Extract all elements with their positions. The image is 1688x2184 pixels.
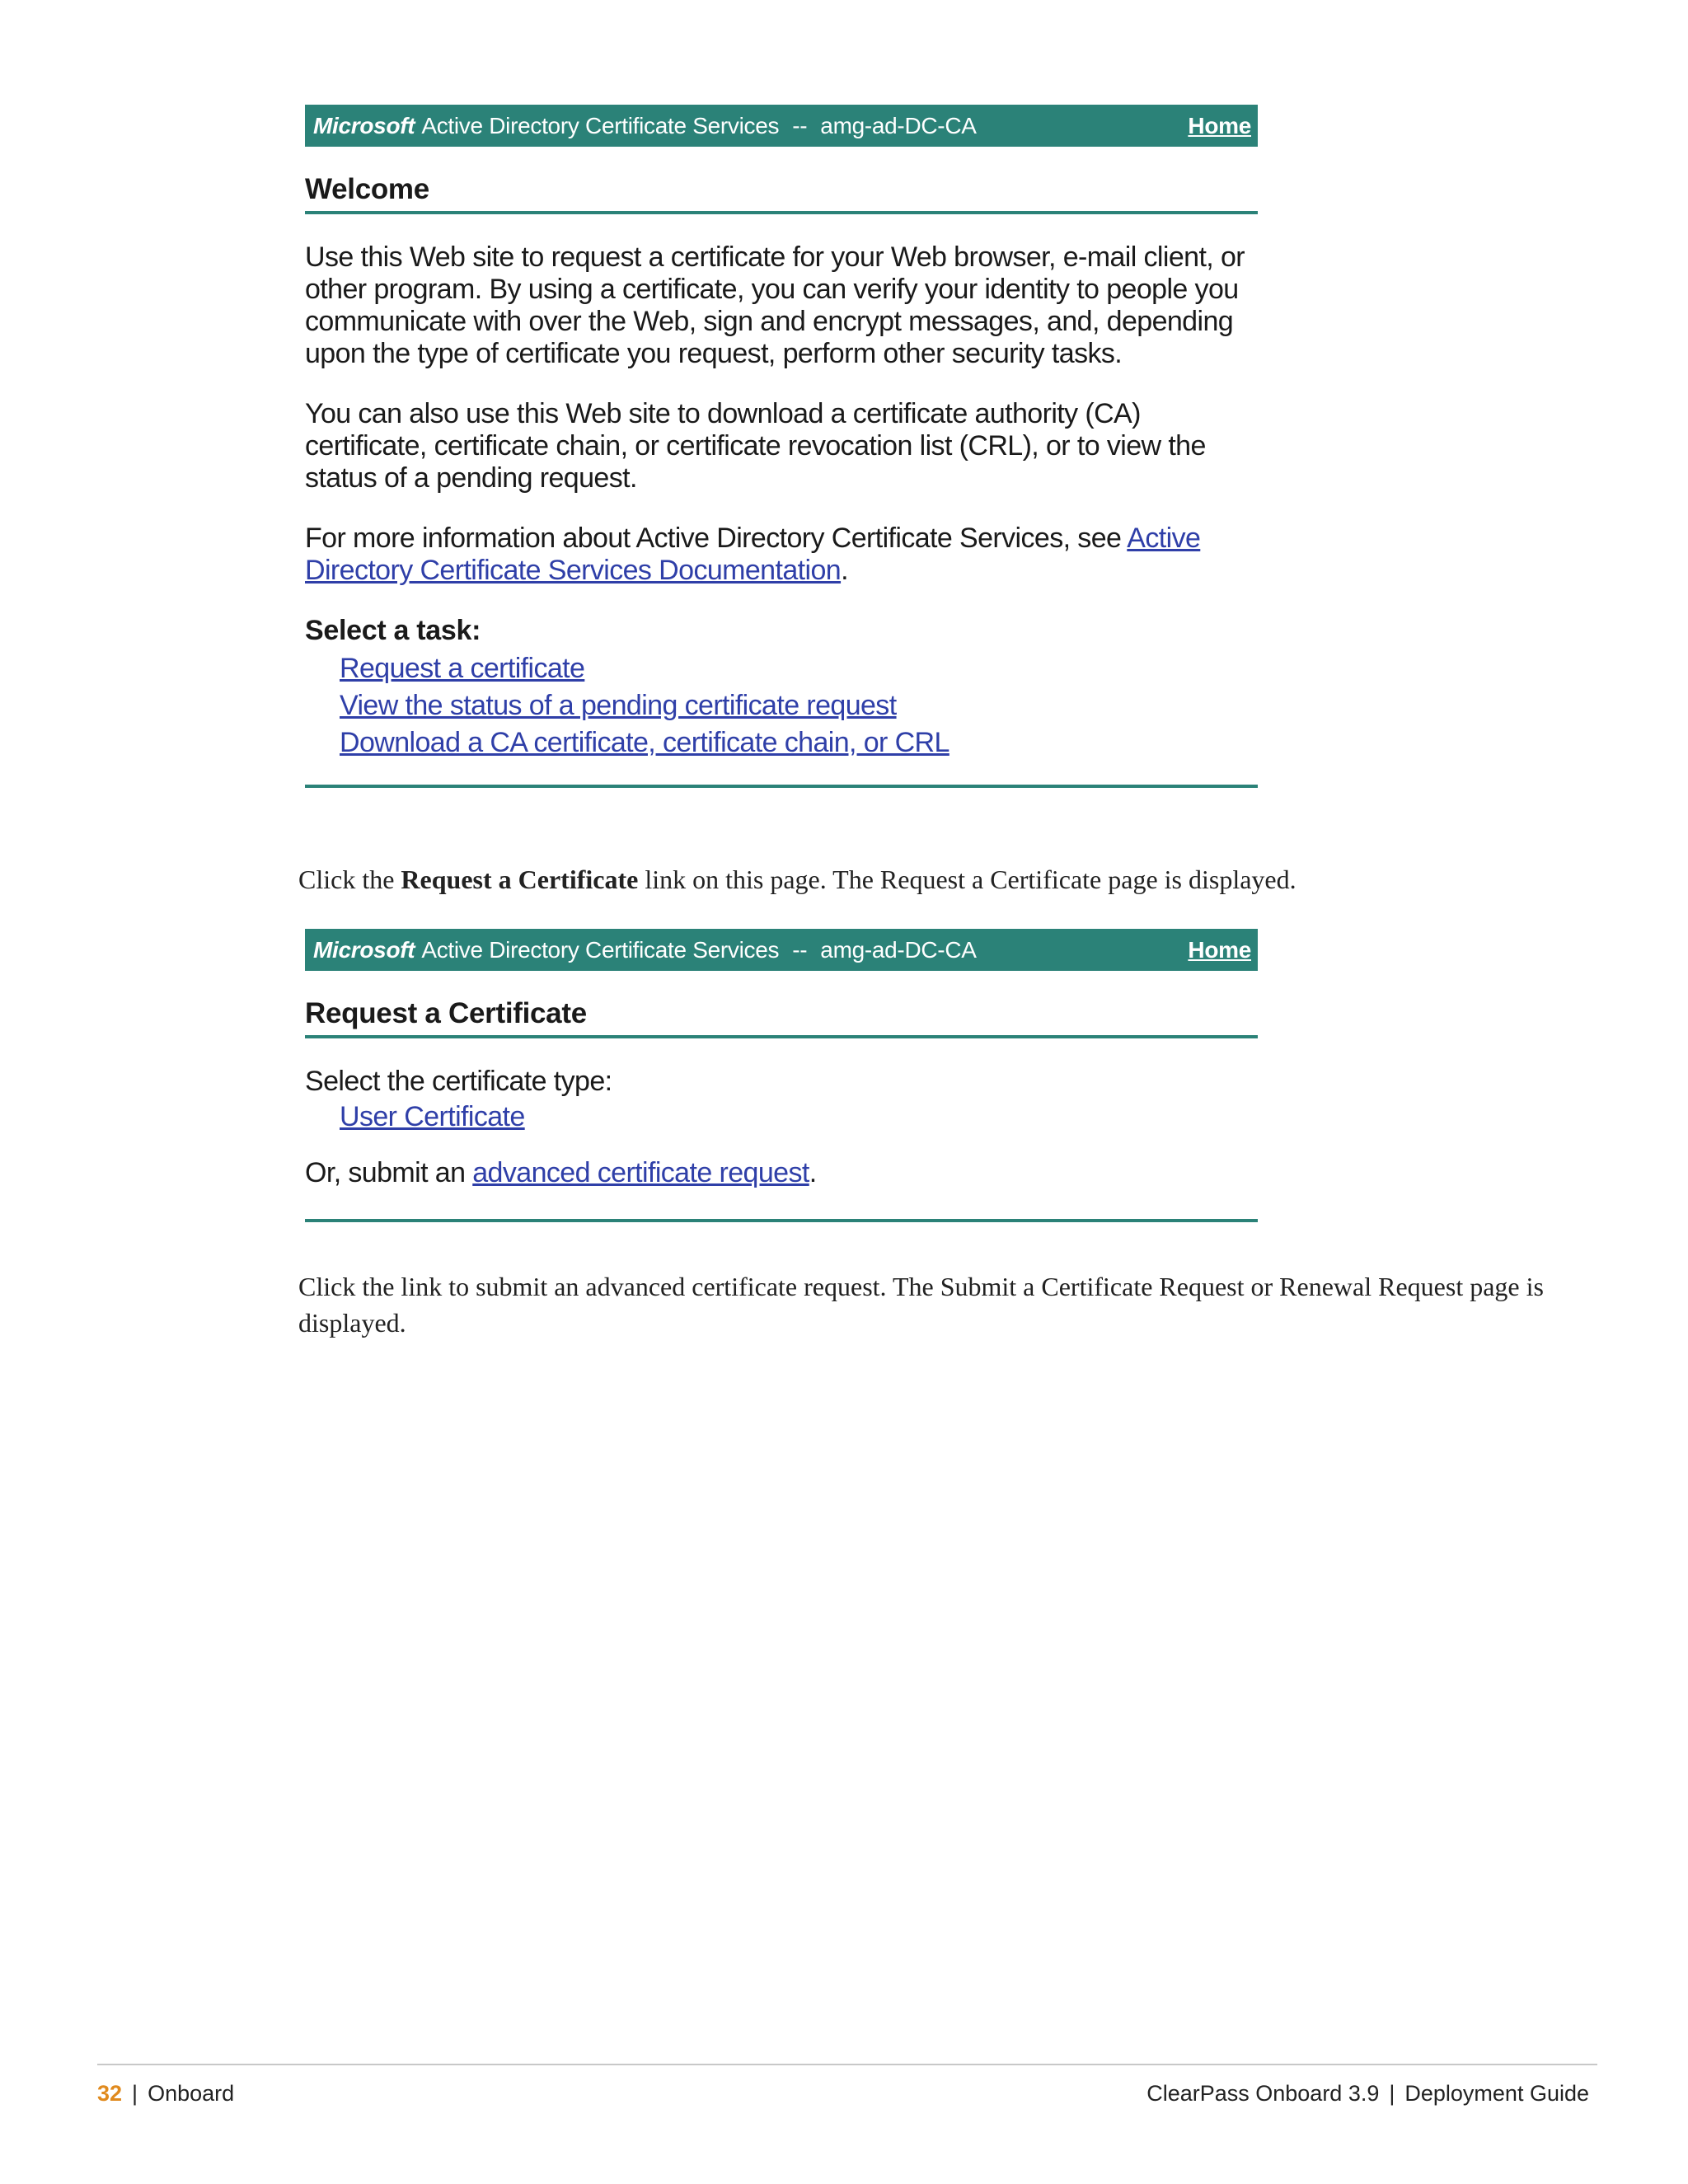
adcs-banner [305,929,1258,971]
or-prefix: Or, submit an [305,1157,473,1188]
instruction-request-certificate [298,861,1584,898]
page-title: Welcome [305,173,1258,214]
page-title: Request a Certificate [305,997,1258,1038]
task-item [340,724,1258,762]
banner-service: Active Directory Certificate Services [421,112,780,138]
footer-right [1146,2081,1589,2107]
download-ca-certificate-link[interactable]: Download a CA certificate, certificate chain, or CRL [340,727,950,758]
banner-ca-name: amg-ad-DC-CA [820,112,977,138]
instruction-prefix: Click the [298,865,401,894]
request-certificate-screenshot [305,929,1258,1222]
adcs-banner [305,105,1258,147]
footer-divider [97,2064,1597,2065]
advanced-certificate-request-link[interactable]: advanced certificate request [472,1157,809,1188]
view-pending-status-link[interactable]: View the status of a pending certificate request [340,690,897,721]
user-certificate-link[interactable]: User Certificate [340,1101,525,1132]
task-item [340,650,1258,687]
footer-doc-type: Deployment Guide [1404,2081,1589,2106]
footer-separator: | [1389,2081,1395,2106]
intro-paragraph: Use this Web site to request a certificate for your Web browser, e-mail client, or other program. By using a certificate, you can verify your identity to people you communicate with over the Web, sign and encrypt messages, and, depending upon the type of certificate you request, perform other security tasks. [305,241,1245,369]
banner-dash: -- [792,936,808,963]
footer-separator: | [132,2081,138,2106]
bottom-divider [305,1219,1258,1222]
banner-dash: -- [792,112,808,138]
instruction-advanced-request: Click the link to submit an advanced certificate request. The Submit a Certificate Request or Renewal Request page is displayed. [298,1272,1544,1338]
more-info-suffix: . [841,555,848,586]
banner-title [313,937,977,963]
page-number: 32 [97,2081,123,2106]
banner-service: Active Directory Certificate Services [421,936,780,963]
bottom-divider [305,785,1258,788]
select-task-label: Select a task: [305,615,481,646]
banner-brand: Microsoft [313,112,415,138]
request-certificate-link[interactable]: Request a certificate [340,653,585,684]
instruction-bold: Request a Certificate [401,865,639,894]
task-list [305,650,1258,762]
download-paragraph: You can also use this Web site to download a certificate authority (CA) certificate, certificate chain, or certificate revocation list (CRL), or to view the status of a pending request. [305,398,1206,494]
footer-section: Onboard [148,2081,235,2106]
instruction-suffix: link on this page. The Request a Certificate page is displayed. [638,865,1296,894]
footer-product: ClearPass Onboard 3.9 [1146,2081,1380,2106]
documentation-link[interactable]: Active Directory Certificate Services Documentation [305,523,1201,586]
more-info-paragraph [305,523,1258,587]
select-certificate-type-label: Select the certificate type: [305,1066,612,1097]
certificate-type-list [305,1098,1258,1136]
advanced-request-line [305,1157,1258,1189]
welcome-screenshot [305,105,1258,788]
certificate-type-item [340,1098,1258,1136]
banner-title [313,113,977,139]
banner-brand: Microsoft [313,936,415,963]
footer-left [97,2081,234,2107]
more-info-prefix: For more information about Active Directory Certificate Services, see [305,523,1128,554]
home-link[interactable]: Home [1188,936,1251,963]
home-link[interactable]: Home [1188,112,1251,138]
or-suffix: . [809,1157,817,1188]
task-item [340,687,1258,724]
banner-ca-name: amg-ad-DC-CA [820,936,977,963]
